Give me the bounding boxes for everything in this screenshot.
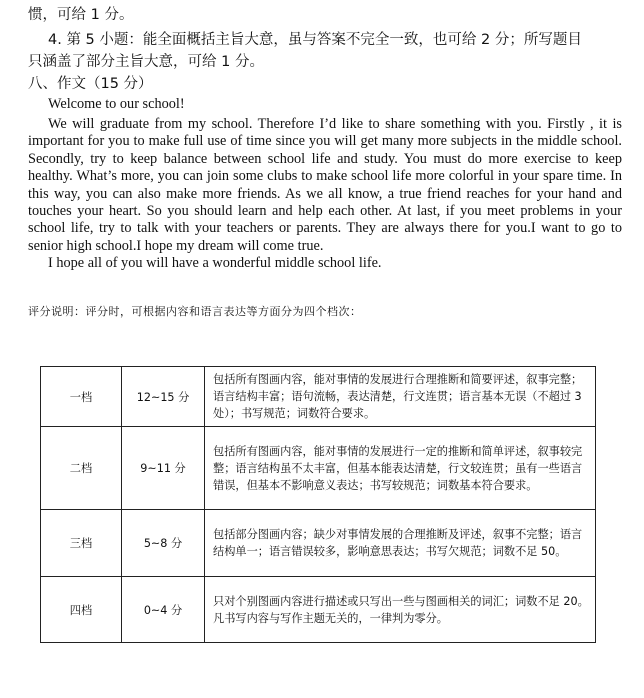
section-heading: 八、作文（15 分） <box>28 76 153 92</box>
scoring-text-line: 惯，可给 1 分。 <box>28 7 134 23</box>
description-cell: 包括所有图画内容，能对事情的发展进行一定的推断和简单评述，叙事较完整；语言结构虽不太丰富，但基本能表达清楚，行文较连贯；虽有一些语言错误，但基本不影响意义表达；书写较规范；词数基本符合要求。 <box>205 427 596 510</box>
level-cell: 三档 <box>41 510 122 577</box>
table-row <box>41 510 596 577</box>
essay-body <box>28 116 622 273</box>
table-row <box>41 427 596 510</box>
level-cell: 二档 <box>41 427 122 510</box>
table-row <box>41 577 596 643</box>
score-cell: 9~11 分 <box>122 427 205 510</box>
description-cell: 只对个别图画内容进行描述或只写出一些与图画相关的词汇；词数不足 20。凡书写内容与写作主题无关的，一律判为零分。 <box>205 577 596 643</box>
score-cell: 0~4 分 <box>122 577 205 643</box>
table-row <box>41 367 596 427</box>
level-cell: 一档 <box>41 367 122 427</box>
essay-title: Welcome to our school! <box>48 96 185 112</box>
evaluation-note: 评分说明：评分时，可根据内容和语言表达等方面分为四个档次： <box>28 305 362 318</box>
description-cell: 包括所有图画内容，能对事情的发展进行合理推断和简要评述，叙事完整；语言结构丰富；语句流畅，表达清楚，行文连贯；语言基本无误（不超过 3 处）；书写规范；词数符合要求。 <box>205 367 596 427</box>
scoring-text-line: 4. 第 5 小题：能全面概括主旨大意，虽与答案不完全一致，也可给 2 分；所写题目 <box>48 32 582 48</box>
scoring-text-line: 只涵盖了部分主旨大意，可给 1 分。 <box>28 54 264 70</box>
essay-closing: I hope all of you will have a wonderful middle school life. <box>48 255 382 272</box>
grading-table <box>40 366 596 643</box>
essay-paragraph: We will graduate from my school. Therefore I’d like to share something with you. Firstly , it is important for you to make full use of time since you will get many more subjects in the middle school. Secondly, try to keep balance between school life and study. You must do more exercise to keep healthy. What’s more, you can join some clubs to make school life more colorful in your spare time. In this way, you can also make more friends. As we all know, a true friend reaches for your hand and touches your heart. So you should learn and help each other. At last, if you meet problems in your school life, try to talk with your teachers or parents. They are always there for you.I want to go to senior high school.I hope my dream will come true. <box>28 116 622 254</box>
description-cell: 包括部分图画内容；缺少对事情发展的合理推断及评述，叙事不完整；语言结构单一；语言错误较多，影响意思表达；书写欠规范；词数不足 50。 <box>205 510 596 577</box>
level-cell: 四档 <box>41 577 122 643</box>
score-cell: 5~8 分 <box>122 510 205 577</box>
score-cell: 12~15 分 <box>122 367 205 427</box>
